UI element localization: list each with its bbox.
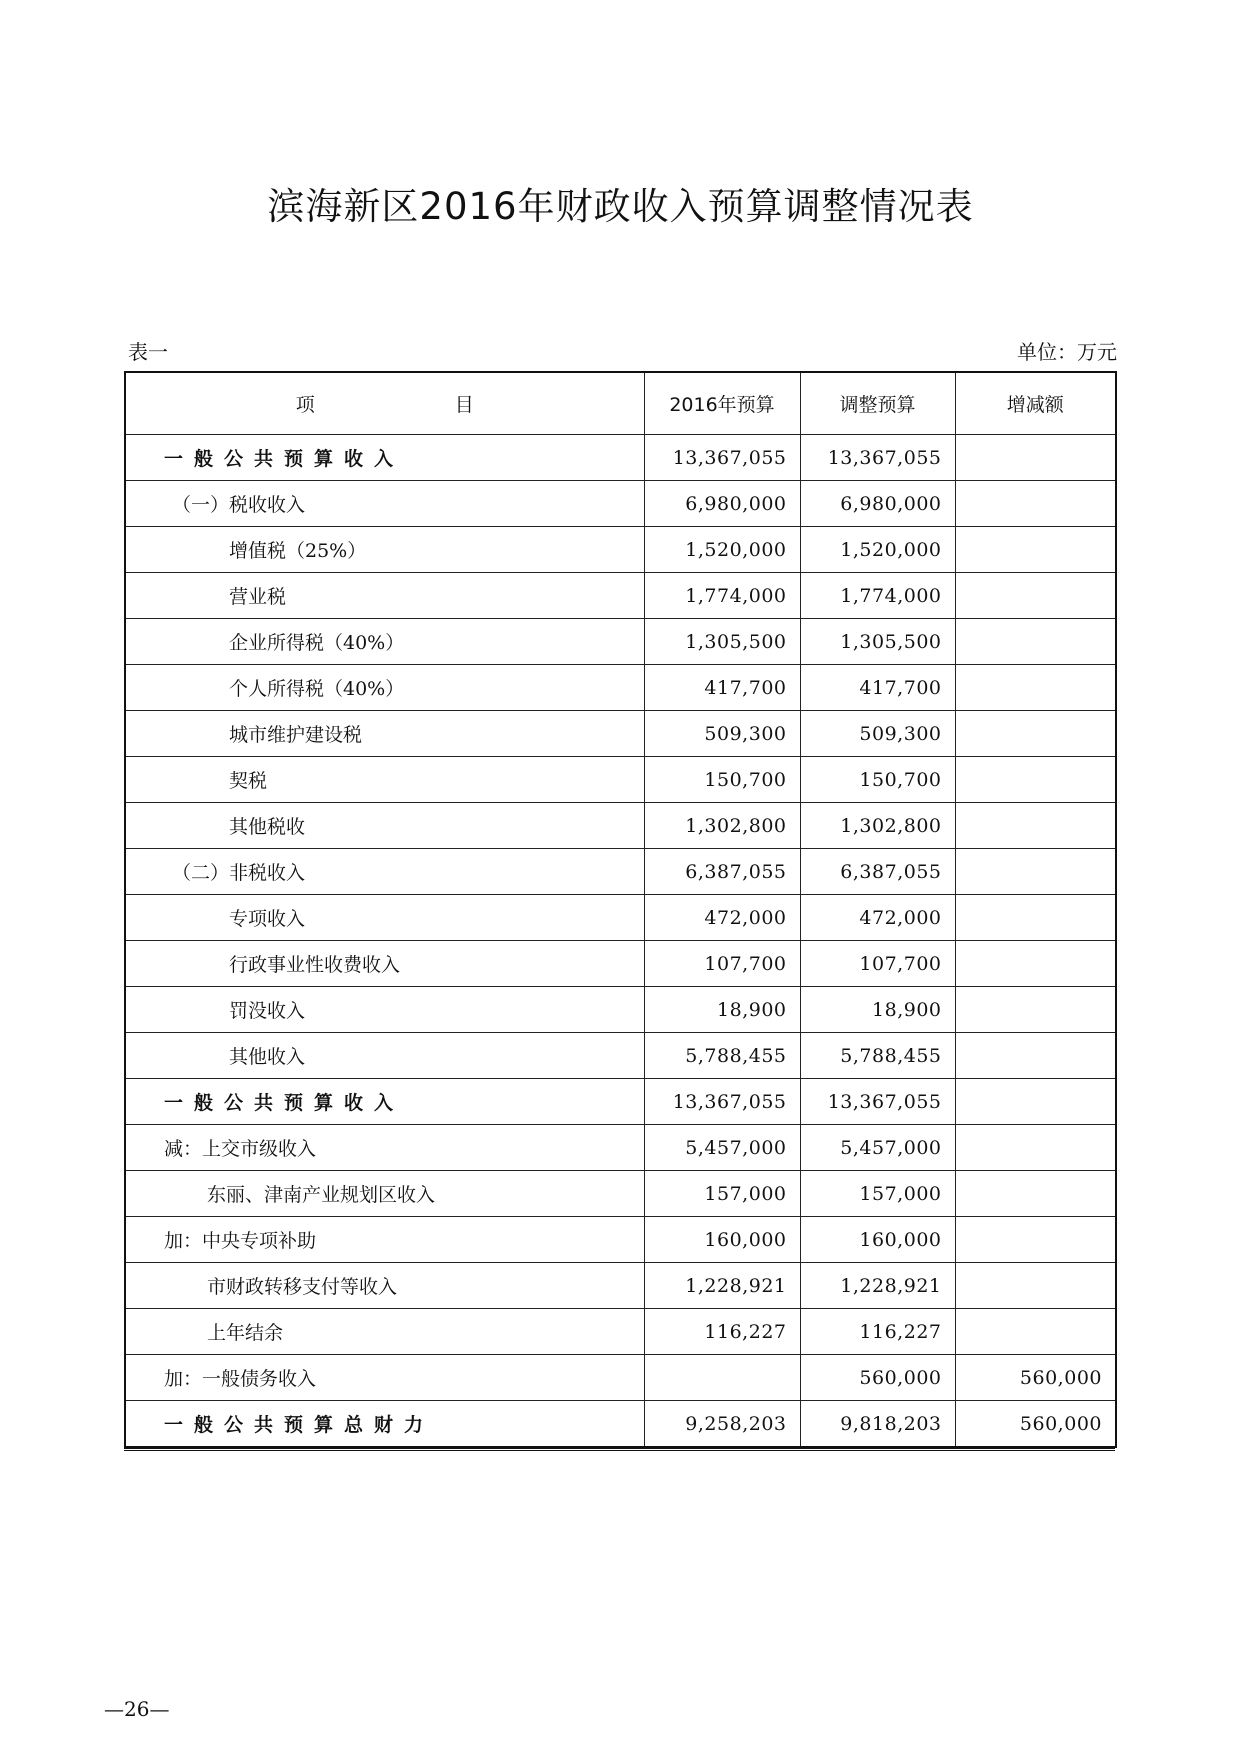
row-label: 一般公共预算总财力 [125,1401,644,1448]
row-change [955,987,1116,1033]
row-change [955,573,1116,619]
row-label: 企业所得税（40%） [125,619,644,665]
row-label: 城市维护建设税 [125,711,644,757]
row-budget: 1,774,000 [644,573,800,619]
row-budget: 417,700 [644,665,800,711]
row-adjusted: 472,000 [800,895,955,941]
table-row [125,941,1116,987]
table-row [125,1217,1116,1263]
table-header-row [125,372,1116,435]
row-label: 营业税 [125,573,644,619]
row-change [955,1079,1116,1125]
table-row [125,1309,1116,1355]
row-label: 个人所得税（40%） [125,665,644,711]
row-adjusted: 6,980,000 [800,481,955,527]
row-label: 专项收入 [125,895,644,941]
row-change [955,849,1116,895]
table-row [125,573,1116,619]
row-change [955,1171,1116,1217]
row-budget: 6,980,000 [644,481,800,527]
row-label: 上年结余 [125,1309,644,1355]
row-label: （二）非税收入 [125,849,644,895]
row-change [955,481,1116,527]
row-adjusted: 13,367,055 [800,1079,955,1125]
table-row [125,435,1116,481]
table-row [125,619,1116,665]
table-row [125,665,1116,711]
row-label: 一般公共预算收入 [125,435,644,481]
row-adjusted: 107,700 [800,941,955,987]
row-adjusted: 13,367,055 [800,435,955,481]
row-budget: 107,700 [644,941,800,987]
row-change [955,665,1116,711]
row-budget: 1,520,000 [644,527,800,573]
table-row [125,481,1116,527]
table-row [125,803,1116,849]
row-adjusted: 9,818,203 [800,1401,955,1448]
row-label: 其他税收 [125,803,644,849]
row-adjusted: 1,305,500 [800,619,955,665]
row-change [955,619,1116,665]
row-adjusted: 560,000 [800,1355,955,1401]
row-budget: 1,228,921 [644,1263,800,1309]
table-row [125,527,1116,573]
row-change [955,711,1116,757]
row-adjusted: 116,227 [800,1309,955,1355]
row-label: 行政事业性收费收入 [125,941,644,987]
row-budget: 1,302,800 [644,803,800,849]
row-change [955,1309,1116,1355]
table-row [125,1079,1116,1125]
table-row [125,711,1116,757]
row-budget: 1,305,500 [644,619,800,665]
row-label: 减：上交市级收入 [125,1125,644,1171]
table-row [125,895,1116,941]
row-adjusted: 1,228,921 [800,1263,955,1309]
row-adjusted: 6,387,055 [800,849,955,895]
row-label: 市财政转移支付等收入 [125,1263,644,1309]
header-budget-2016: 2016年预算 [644,372,800,435]
row-label: 契税 [125,757,644,803]
row-budget: 5,457,000 [644,1125,800,1171]
row-budget: 5,788,455 [644,1033,800,1079]
row-change [955,1263,1116,1309]
row-budget: 157,000 [644,1171,800,1217]
row-label: 罚没收入 [125,987,644,1033]
row-change: 560,000 [955,1355,1116,1401]
table-row [125,757,1116,803]
table-row [125,1125,1116,1171]
row-budget: 160,000 [644,1217,800,1263]
header-change-amount: 增减额 [955,372,1116,435]
table-row [125,1033,1116,1079]
row-adjusted: 5,457,000 [800,1125,955,1171]
row-label: 加：中央专项补助 [125,1217,644,1263]
row-label: 其他收入 [125,1033,644,1079]
row-change [955,1033,1116,1079]
row-change [955,1125,1116,1171]
budget-adjustment-table [124,371,1117,1448]
table-row [125,1263,1116,1309]
row-adjusted: 1,520,000 [800,527,955,573]
row-change [955,757,1116,803]
row-label: 加：一般债务收入 [125,1355,644,1401]
row-adjusted: 509,300 [800,711,955,757]
table-row [125,987,1116,1033]
row-adjusted: 1,302,800 [800,803,955,849]
row-adjusted: 18,900 [800,987,955,1033]
row-change [955,895,1116,941]
table-row [125,1171,1116,1217]
page-number: —26— [104,1697,170,1721]
row-budget: 9,258,203 [644,1401,800,1448]
row-budget: 18,900 [644,987,800,1033]
header-adjusted-budget: 调整预算 [800,372,955,435]
row-budget: 150,700 [644,757,800,803]
row-budget: 13,367,055 [644,1079,800,1125]
row-adjusted: 1,774,000 [800,573,955,619]
unit-label: 单位：万元 [1017,340,1117,364]
row-adjusted: 417,700 [800,665,955,711]
row-adjusted: 5,788,455 [800,1033,955,1079]
row-adjusted: 157,000 [800,1171,955,1217]
row-change [955,527,1116,573]
header-item-left: 项 [295,394,315,416]
row-budget [644,1355,800,1401]
budget-table-container [124,371,1115,1451]
row-change [955,803,1116,849]
row-change [955,435,1116,481]
row-label: 一般公共预算收入 [125,1079,644,1125]
row-change: 560,000 [955,1401,1116,1448]
row-label: 增值税（25%） [125,527,644,573]
row-budget: 6,387,055 [644,849,800,895]
table-row [125,849,1116,895]
row-label: 东丽、津南产业规划区收入 [125,1171,644,1217]
row-label: （一）税收收入 [125,481,644,527]
row-adjusted: 150,700 [800,757,955,803]
row-adjusted: 160,000 [800,1217,955,1263]
table-label: 表一 [128,340,168,364]
table-row [125,1401,1116,1448]
row-budget: 116,227 [644,1309,800,1355]
document-title: 滨海新区2016年财政收入预算调整情况表 [267,185,974,228]
header-item [125,372,644,435]
row-change [955,1217,1116,1263]
row-budget: 13,367,055 [644,435,800,481]
row-budget: 472,000 [644,895,800,941]
table-row [125,1355,1116,1401]
row-change [955,941,1116,987]
row-budget: 509,300 [644,711,800,757]
header-item-right: 目 [454,394,474,416]
